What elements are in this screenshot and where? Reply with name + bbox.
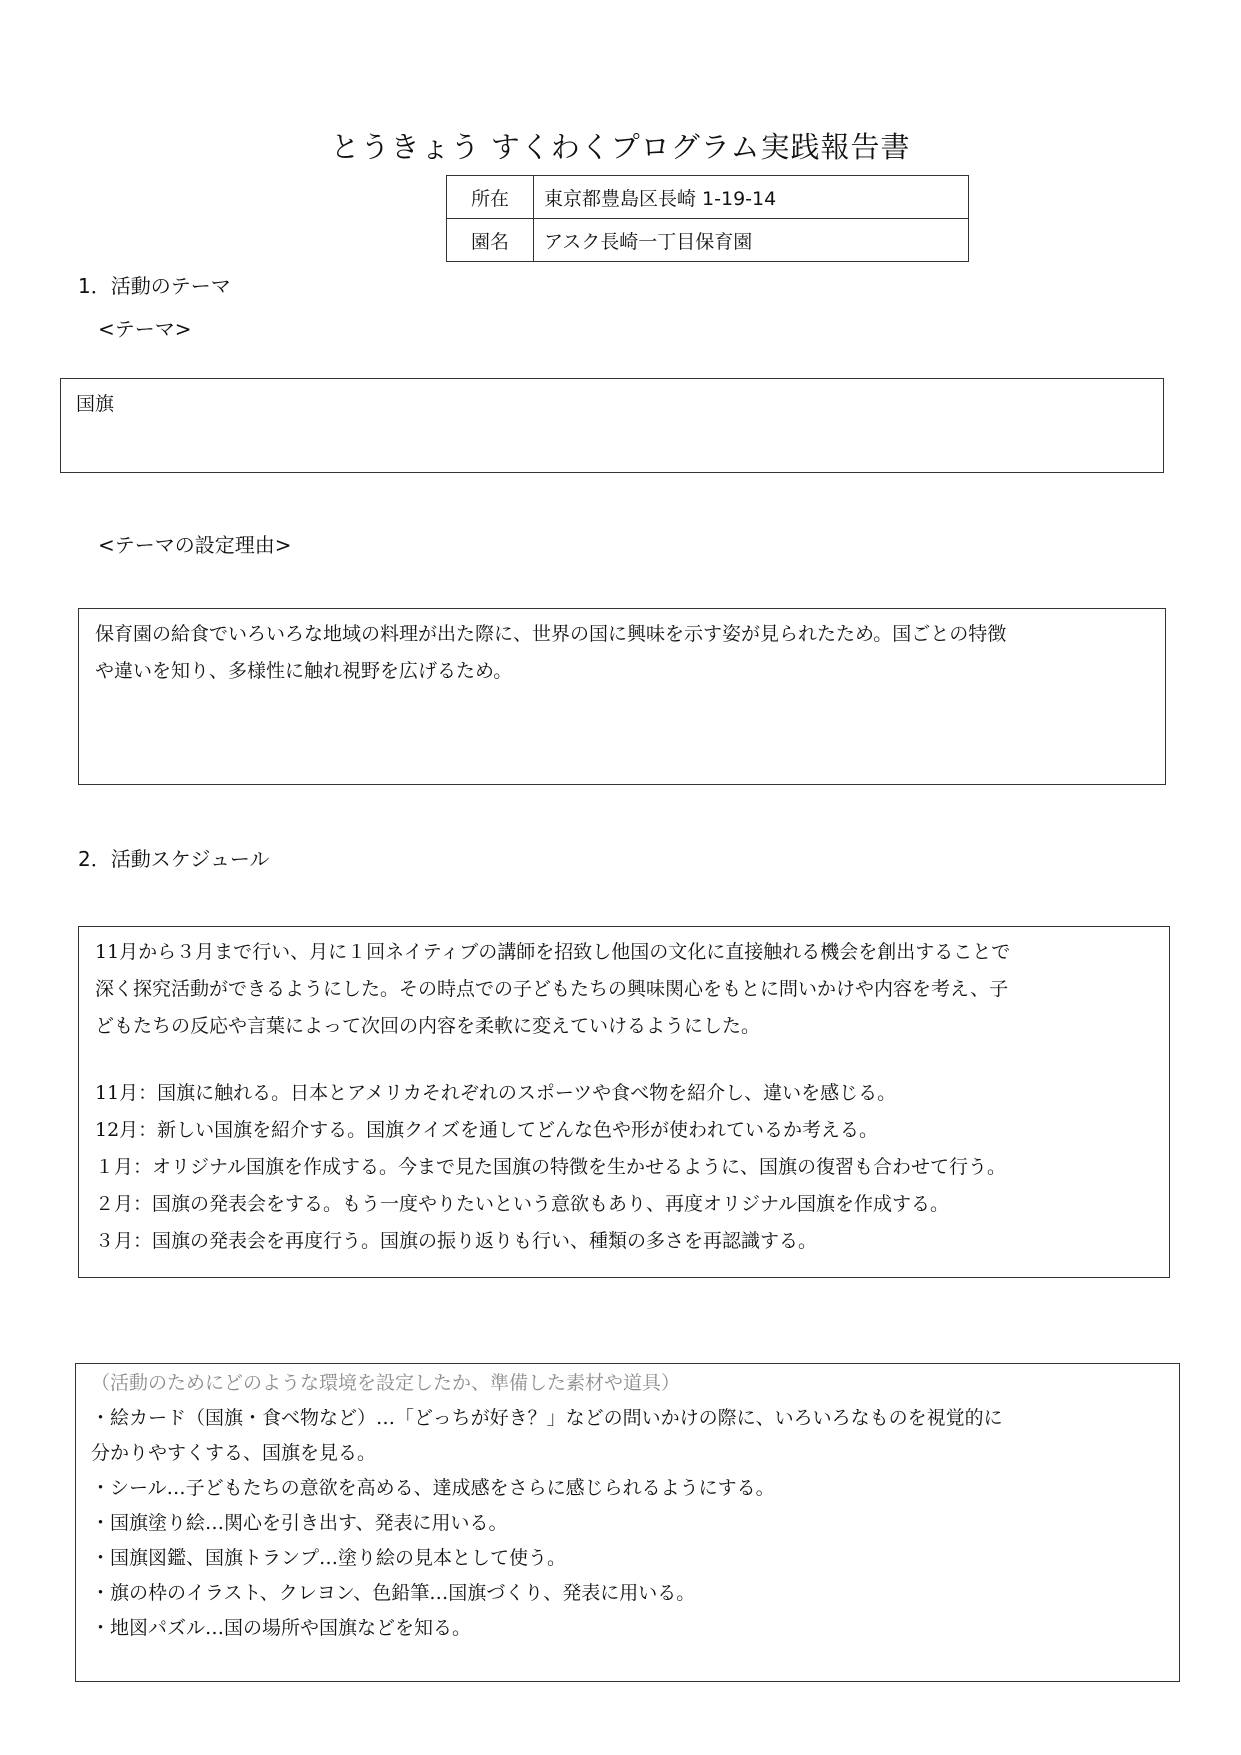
environment-line: 分かりやすくする、国旗を見る。: [91, 1442, 377, 1464]
location-label: 所在: [447, 176, 534, 219]
schedule-item: 12月：新しい国旗を紹介する。国旗クイズを通してどんな色や形が使われているか考える。: [95, 1119, 879, 1141]
name-label: 園名: [447, 219, 534, 262]
environment-line: ・地図パズル…国の場所や国旗などを知る。: [91, 1617, 472, 1639]
spacer: [95, 1045, 1010, 1075]
info-row-location: [447, 176, 969, 219]
schedule-item: １月：オリジナル国旗を作成する。今まで見た国旗の特徴を生かせるように、国旗の復習も合わせて行う。: [95, 1156, 1007, 1178]
theme-value: 国旗: [76, 393, 115, 415]
reason-line: 保育園の給食でいろいろな地域の料理が出た際に、世界の国に興味を示す姿が見られたため。国ごとの特徴: [95, 623, 1007, 645]
schedule-box: [78, 926, 1170, 1278]
environment-note: （活動のためにどのような環境を設定したか、準備した素材や道具）: [91, 1372, 681, 1394]
environment-box: [75, 1363, 1180, 1682]
schedule-item: 11月：国旗に触れる。日本とアメリカそれぞれのスポーツや食べ物を紹介し、違いを感じる。: [95, 1082, 897, 1104]
intro-line: 11月から３月まで行い、月に１回ネイティブの講師を招致し他国の文化に直接触れる機会を創出することで: [95, 941, 1011, 963]
page-title: とうきょう すくわくプログラム実践報告書: [330, 130, 911, 164]
reason-line: や違いを知り、多様性に触れ視野を広げるため。: [95, 660, 513, 682]
schedule-item: ３月：国旗の発表会を再度行う。国旗の振り返りも行い、種類の多さを再認識する。: [95, 1230, 818, 1252]
info-table: [446, 175, 969, 262]
environment-line: ・絵カード（国旗・食べ物など）…「どっちが好き？」などの問いかけの際に、いろいろなものを視覚的に: [91, 1407, 1003, 1429]
intro-line: どもたちの反応や言葉によって次回の内容を柔軟に変えていけるようにした。: [95, 1015, 761, 1037]
info-row-name: [447, 219, 969, 262]
reason-text: [95, 616, 1006, 690]
section2-heading: 2．活動スケジュール: [78, 847, 270, 871]
environment-line: ・シール…子どもたちの意欲を高める、達成感をさらに感じられるようにする。: [91, 1477, 775, 1499]
schedule-item: ２月：国旗の発表会をする。もう一度やりたいという意欲もあり、再度オリジナル国旗を作成する。: [95, 1193, 950, 1215]
theme-label: <テーマ>: [98, 317, 192, 341]
location-value: 東京都豊島区長崎 1-19-14: [534, 176, 969, 219]
environment-line: ・旗の枠のイラスト、クレヨン、色鉛筆…国旗づくり、発表に用いる。: [91, 1582, 696, 1604]
name-value: アスク長崎一丁目保育園: [534, 219, 969, 262]
reason-label: <テーマの設定理由>: [98, 533, 292, 557]
environment-line: ・国旗図鑑、国旗トランプ…塗り絵の見本として使う。: [91, 1547, 567, 1569]
environment-text: [91, 1366, 1003, 1646]
schedule-text: [95, 934, 1010, 1260]
section1-heading: 1．活動のテーマ: [78, 274, 231, 298]
environment-line: ・国旗塗り絵…関心を引き出す、発表に用いる。: [91, 1512, 508, 1534]
reason-box: [78, 608, 1166, 785]
intro-line: 深く探究活動ができるようにした。その時点での子どもたちの興味関心をもとに問いかけや内容を考え、子: [95, 978, 1009, 1000]
theme-box: [60, 378, 1164, 473]
